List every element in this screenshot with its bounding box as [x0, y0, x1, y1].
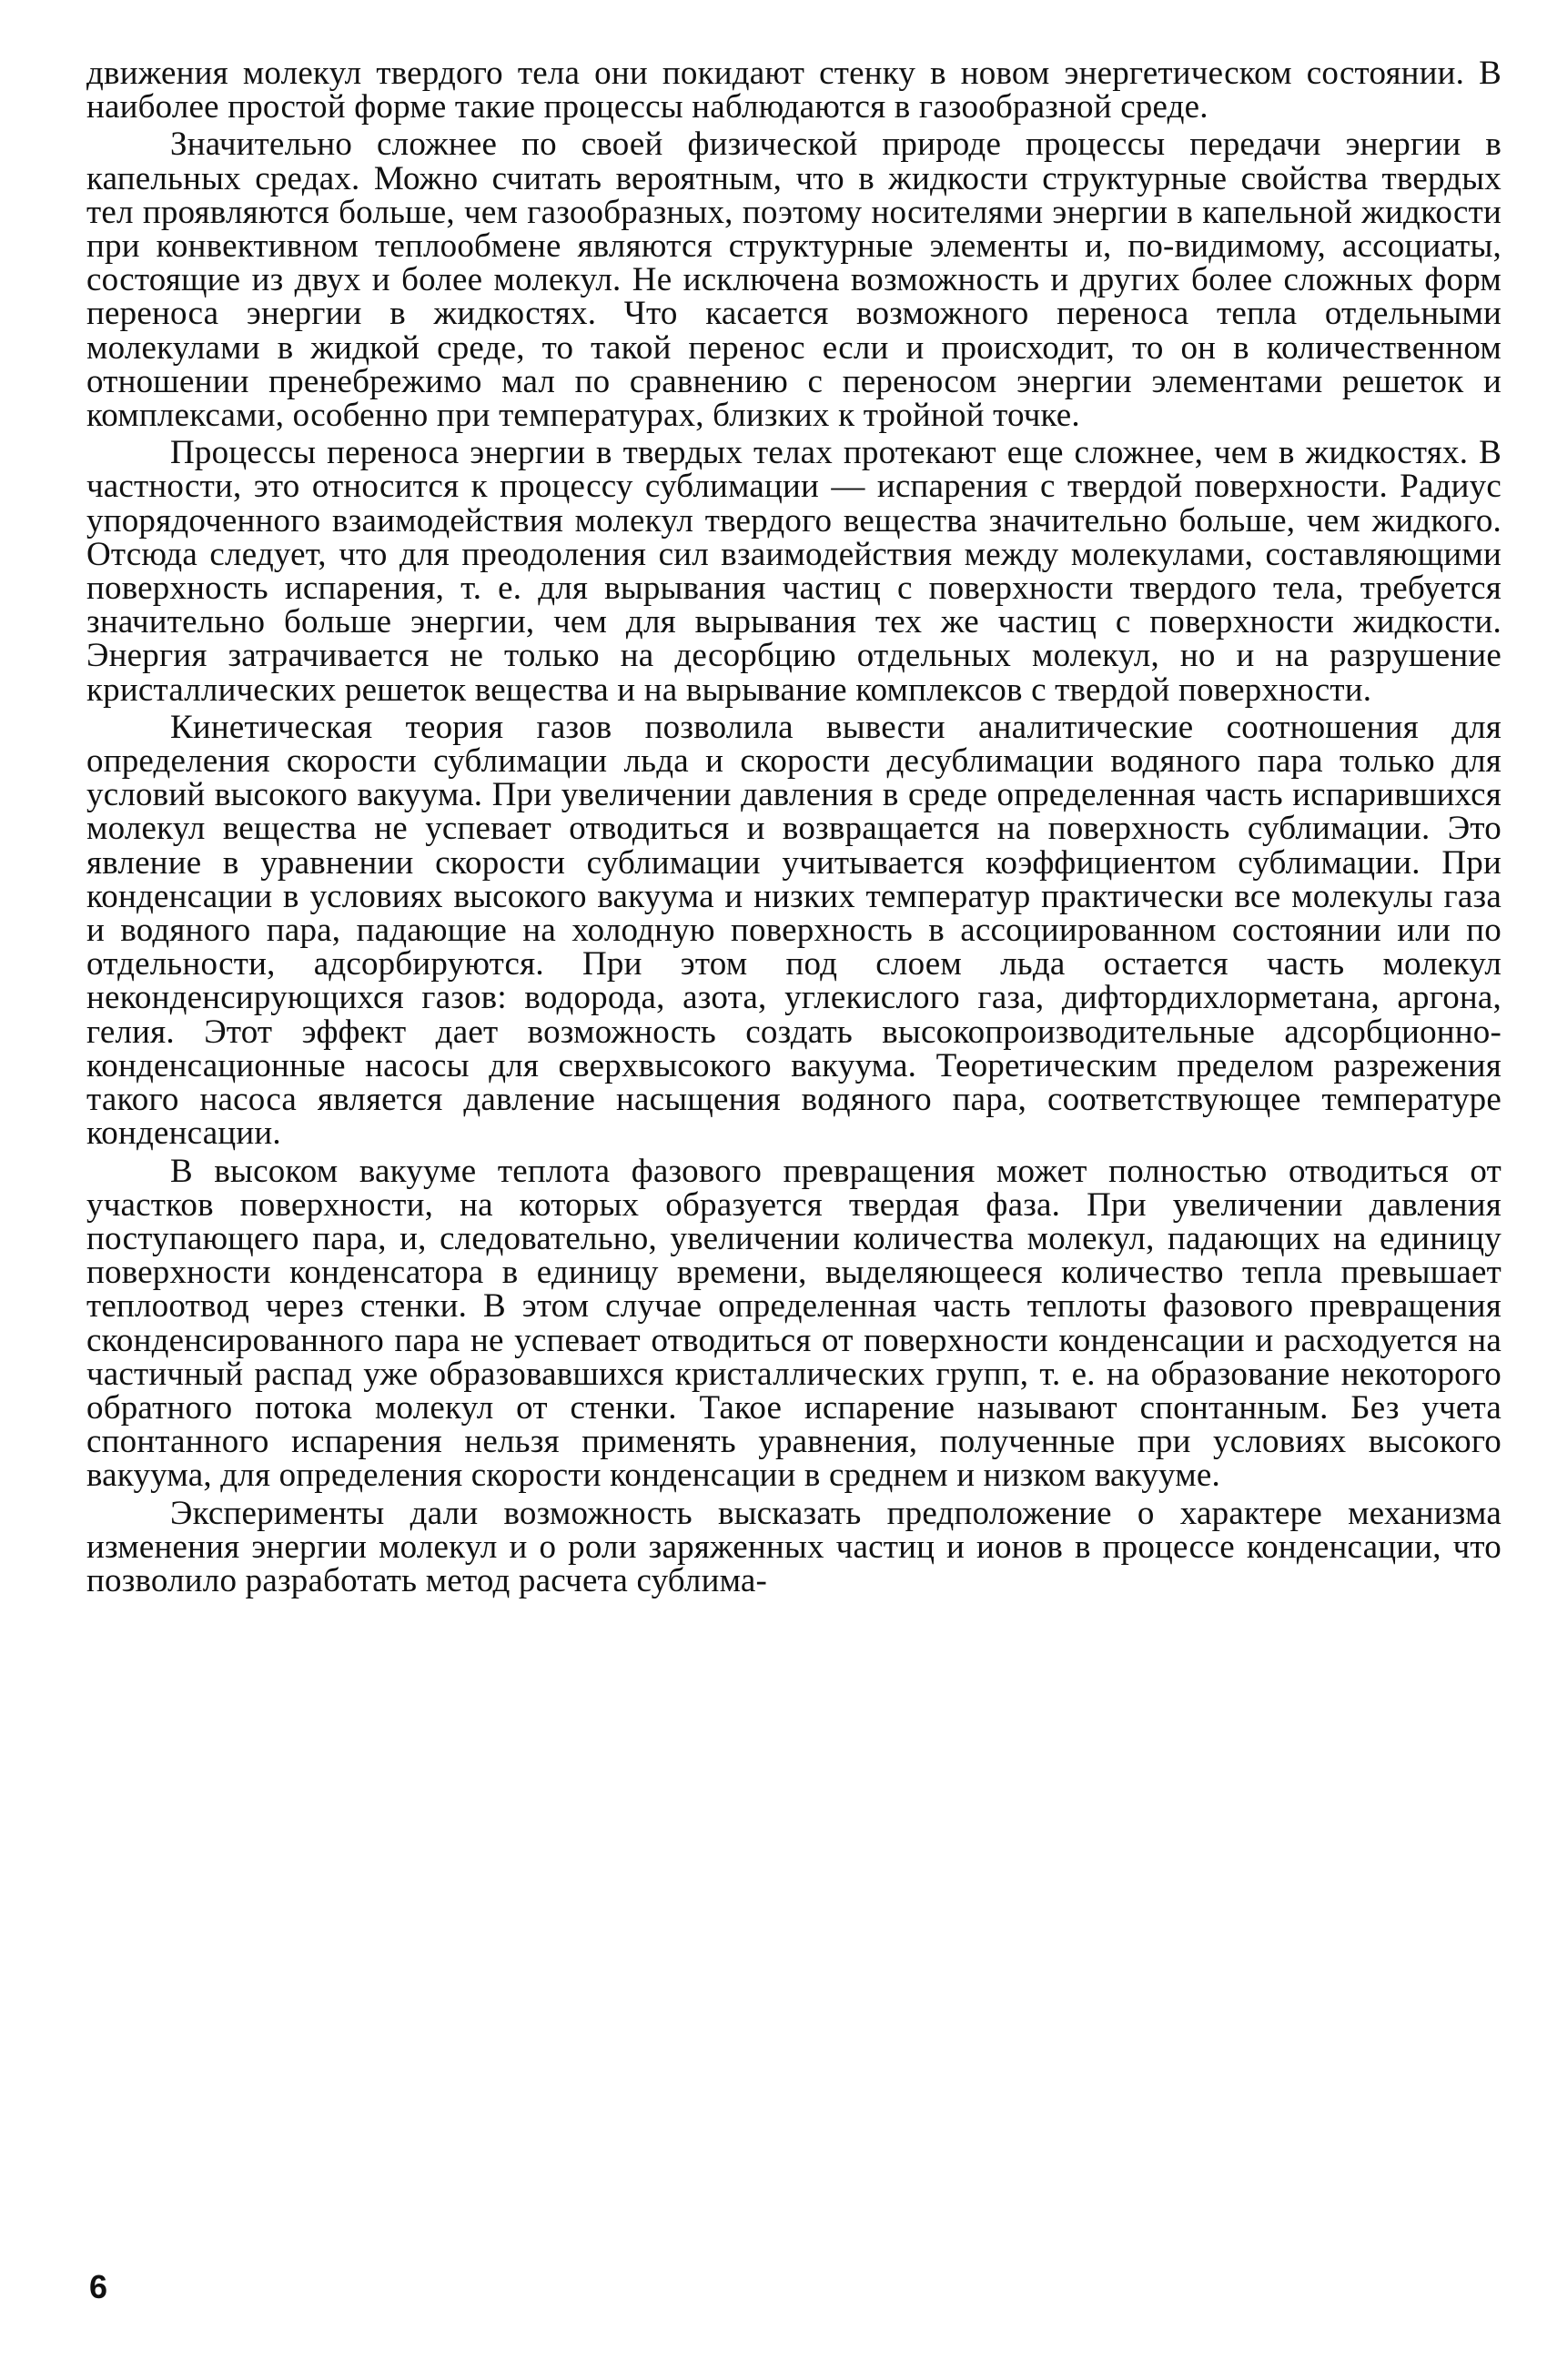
- paragraph-continuation: движения молекул твердого тела они покидают стенку в новом энергетическом состоянии. В наиболее простой форме такие процессы наблюдаются в газообразной среде.: [86, 55, 1502, 126]
- paragraph-experiments: Эксперименты дали возможность высказать предположение о характере механизма изменения энергии молекул и о роли заряженных частиц и ионов в процессе конденсации, что позволило разработать метод расчета сублима-: [86, 1494, 1502, 1599]
- page-body: [86, 56, 1502, 1598]
- paragraph-liquid-energy-transfer: Значительно сложнее по своей физической природе процессы передачи энергии в капельных средах. Можно считать вероятным, что в жидкости структурные свойства твердых тел проявляются больше, чем газообразных, поэтому носителями энергии в капельной жидкости при конвективном теплообмене являются структурные элементы и, по-видимому, ассоциаты, состоящие из двух и более молекул. Не исключена возможность и других более сложных форм переноса энергии в жидкостях. Что касается возможного переноса тепла отдельными молекулами в жидкой среде, то такой перенос если и происходит, то он в количественном отношении пренебрежимо мал по сравнению с переносом энергии элементами решеток и комплексами, особенно при температурах, близких к тройной точке.: [86, 126, 1502, 435]
- paragraph-solid-energy-transfer: Процессы переноса энергии в твердых телах протекают еще сложнее, чем в жидкостях. В частности, это относится к процессу сублимации — испарения с твердой поверхности. Радиус упорядоченного взаимодействия молекул твердого вещества значительно больше, чем жидкого. Отсюда следует, что для преодоления сил взаимодействия между молекулами, составляющими поверхность испарения, т. е. для вырывания частиц с поверхности твердого тела, требуется значительно больше энергии, чем для вырывания тех же частиц с поверхности жидкости. Энергия затрачивается не только на десорбцию отдельных молекул, но и на разрушение кристаллических решеток вещества и на вырывание комплексов с твердой поверхности.: [86, 434, 1502, 709]
- paragraph-kinetic-theory: Кинетическая теория газов позволила вывести аналитические соотношения для определения скорости сублимации льда и скорости десублимации водяного пара только для условий высокого вакуума. При увеличении давления в среде определенная часть испарившихся молекул вещества не успевает отводиться и возвращается на поверхность сублимации. Это явление в уравнении скорости сублимации учитывается коэффициентом сублимации. При конденсации в условиях высокого вакуума и низких температур практически все молекулы газа и водяного пара, падающие на холодную поверхность в ассоциированном состоянии или по отдельности, адсорбируются. При этом под слоем льда остается часть молекул неконденсирующихся газов: водорода, азота, углекислого газа, дифтордихлорметана, аргона, гелия. Этот эффект дает возможность создать высокопроизводительные адсорбционно-конденсационные насосы для сверхвысокого вакуума. Теоретическим пределом разрежения такого насоса является давление насыщения водяного пара, соответствующее температуре конденсации.: [86, 708, 1502, 1153]
- page-number: 6: [89, 2268, 108, 2305]
- paragraph-high-vacuum: В высоком вакууме теплота фазового превращения может полностью отводиться от участков поверхности, на которых образуется твердая фаза. При увеличении давления поступающего пара, и, следовательно, увеличении количества молекул, падающих на единицу поверхности конденсатора в единицу времени, выделяющееся количество тепла превышает теплоотвод через стенки. В этом случае определенная часть теплоты фазового превращения сконденсированного пара не успевает отводиться от поверхности конденсации и расходуется на частичный распад уже образовавшихся кристаллических групп, т. е. на образование некоторого обратного потока молекул от стенки. Такое испарение называют спонтанным. Без учета спонтанного испарения нельзя применять уравнения, полученные при условиях высокого вакуума, для определения скорости конденсации в среднем и низком вакууме.: [86, 1152, 1502, 1495]
